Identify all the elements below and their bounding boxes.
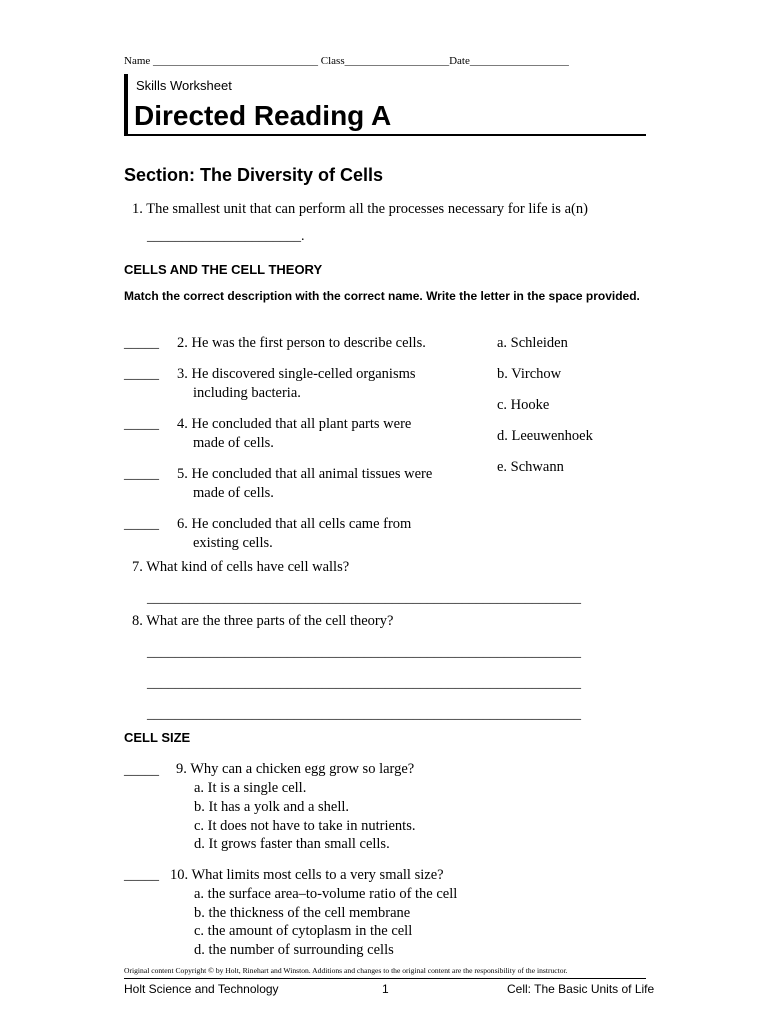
question-4: 4. He concluded that all plant parts were <box>177 416 412 432</box>
copyright-notice: Original content Copyright © by Holt, Rinehart and Winston. Additions and changes to the original content are the responsibility of the instructor. <box>124 966 568 975</box>
option-d: d. Leeuwenhoek <box>497 428 593 444</box>
question-5: 5. He concluded that all animal tissues were <box>177 466 433 482</box>
date-field[interactable]: __________________ <box>469 55 569 67</box>
name-field[interactable]: ______________________________ <box>153 55 319 67</box>
choice-10c: c. the amount of cytoplasm in the cell <box>194 923 413 939</box>
answer-4-field[interactable]: _____ <box>124 417 159 432</box>
page-number: 1 <box>382 982 389 996</box>
footer-publisher: Holt Science and Technology <box>124 982 279 996</box>
question-3: 3. He discovered single-celled organisms <box>177 366 416 382</box>
question-10: 10. What limits most cells to a very small size? <box>170 867 444 883</box>
question-6-cont: existing cells. <box>193 535 273 551</box>
question-3-cont: including bacteria. <box>193 385 301 401</box>
choice-9b: b. It has a yolk and a shell. <box>194 799 350 815</box>
question-4-cont: made of cells. <box>193 435 274 451</box>
name-label: Name <box>124 55 151 67</box>
choice-9c: c. It does not have to take in nutrients. <box>194 818 416 834</box>
option-c: c. Hooke <box>497 397 550 413</box>
answer-7-field[interactable]: ______________________________________________________________ <box>147 591 581 606</box>
header-fields <box>124 55 569 67</box>
date-label: Date <box>449 55 470 67</box>
answer-8-line-1[interactable]: ______________________________________________________________ <box>147 645 581 660</box>
cells-theory-heading: CELLS AND THE CELL THEORY <box>124 262 323 277</box>
answer-8-line-3[interactable]: ______________________________________________________________ <box>147 707 581 722</box>
question-1: 1. The smallest unit that can perform all the processes necessary for life is a(n) <box>132 201 588 217</box>
footer-chapter: Cell: The Basic Units of Life <box>507 982 655 996</box>
worksheet-type-label: Skills Worksheet <box>136 78 232 93</box>
cell-size-heading: CELL SIZE <box>124 730 191 745</box>
worksheet-banner <box>124 74 646 136</box>
matching-instruction: Match the correct description with the correct name. Write the letter in the space provided. <box>124 289 640 303</box>
answer-3-field[interactable]: _____ <box>124 367 159 382</box>
choice-10b: b. the thickness of the cell membrane <box>194 905 411 921</box>
section-title: Section: The Diversity of Cells <box>124 165 384 185</box>
answer-5-field[interactable]: _____ <box>124 467 159 482</box>
class-field[interactable]: ___________________ <box>344 55 450 67</box>
answer-2-field[interactable]: _____ <box>124 336 159 351</box>
answer-1-field[interactable]: ______________________. <box>147 229 305 244</box>
choice-9d: d. It grows faster than small cells. <box>194 836 390 852</box>
answer-10-field[interactable]: _____ <box>124 868 159 883</box>
footer-rule <box>124 978 646 979</box>
choice-9a: a. It is a single cell. <box>194 780 307 796</box>
question-8: 8. What are the three parts of the cell theory? <box>132 613 394 629</box>
question-5-cont: made of cells. <box>193 485 274 501</box>
question-6: 6. He concluded that all cells came from <box>177 516 412 532</box>
banner-bar <box>124 74 128 136</box>
option-b: b. Virchow <box>497 366 562 382</box>
option-a: a. Schleiden <box>497 335 568 351</box>
option-e: e. Schwann <box>497 459 564 475</box>
question-7: 7. What kind of cells have cell walls? <box>132 559 350 575</box>
question-9: 9. Why can a chicken egg grow so large? <box>176 761 415 777</box>
answer-9-field[interactable]: _____ <box>124 763 159 778</box>
choice-10d: d. the number of surrounding cells <box>194 942 394 958</box>
page-title: Directed Reading A <box>134 100 392 131</box>
answer-8-line-2[interactable]: ______________________________________________________________ <box>147 676 581 691</box>
class-label: Class <box>320 55 345 67</box>
answer-6-field[interactable]: _____ <box>124 517 159 532</box>
choice-10a: a. the surface area–to-volume ratio of the cell <box>194 886 458 902</box>
question-2: 2. He was the first person to describe cells. <box>177 335 426 351</box>
banner-rule <box>124 134 646 136</box>
